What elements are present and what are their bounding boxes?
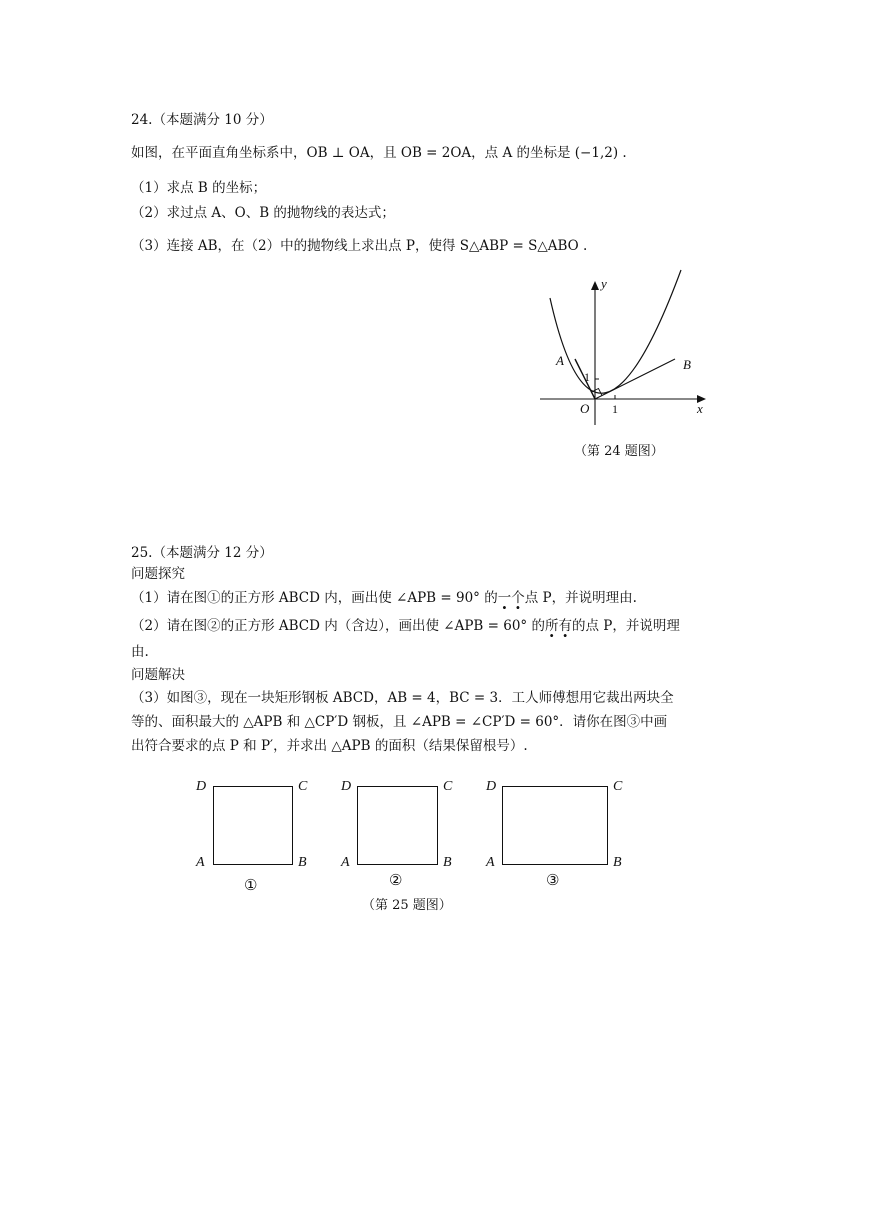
q25-section-exploration: 问题探究 bbox=[131, 566, 185, 582]
label-x: x bbox=[697, 401, 703, 416]
q25-part1-text-a: （1）请在图①的正方形 ABCD 内，画出使 ∠APB = 90° 的 bbox=[131, 590, 498, 606]
q24-part3: （3）连接 AB，在（2）中的抛物线上求出点 P，使得 S△ABP = S△ABO . bbox=[131, 238, 588, 254]
q25-part3-line1: （3）如图③，现在一块矩形钢板 ABCD，AB = 4，BC = 3．工人师傅想用它裁出两块全 bbox=[131, 690, 674, 706]
fig3-label-D: D bbox=[486, 779, 497, 794]
q25-part2-text-a: （2）请在图②的正方形 ABCD 内（含边），画出使 ∠APB = 60° 的 bbox=[131, 618, 545, 634]
q25-part2-text-b: 的点 P，并说明理 bbox=[571, 618, 680, 634]
q25-part2-emph-2: 有 bbox=[558, 618, 572, 634]
q24-caption: （第 24 题图） bbox=[574, 444, 664, 459]
fig2-label-A: A bbox=[341, 855, 350, 870]
q25-part3-line3: 出符合要求的点 P 和 P′，并求出 △APB 的面积（结果保留根号）. bbox=[131, 738, 528, 754]
q25-caption: （第 25 题图） bbox=[362, 898, 452, 913]
fig3-label-C: C bbox=[613, 779, 623, 794]
q25-part2-continued: 由. bbox=[131, 644, 149, 660]
fig2-label-C: C bbox=[443, 779, 453, 794]
fig3-number: ③ bbox=[546, 871, 560, 889]
q24-header: 24.（本题满分 10 分） bbox=[131, 112, 273, 128]
fig1-label-B: B bbox=[298, 855, 307, 870]
label-A: A bbox=[556, 353, 564, 368]
fig2-label-D: D bbox=[341, 779, 352, 794]
fig2-label-B: B bbox=[443, 855, 452, 870]
q24-figure bbox=[530, 275, 730, 435]
q25-part1 bbox=[131, 586, 637, 606]
parabola bbox=[550, 270, 681, 393]
q24-intro: 如图，在平面直角坐标系中，OB ⊥ OA，且 OB = 2OA，点 A 的坐标是 (−1,2) . bbox=[131, 145, 627, 161]
fig3-label-A: A bbox=[486, 855, 495, 870]
y-axis-arrow bbox=[591, 281, 599, 290]
square-figure-2 bbox=[357, 786, 438, 865]
q25-part1-text-b: 点 P，并说明理由. bbox=[524, 590, 637, 606]
segment-OB bbox=[595, 359, 675, 399]
q24-part2: （2）求过点 A、O、B 的抛物线的表达式； bbox=[131, 205, 395, 221]
fig1-number: ① bbox=[244, 876, 258, 894]
q25-part2-emph-1: 所 bbox=[544, 618, 559, 634]
q25-part2 bbox=[131, 614, 680, 634]
fig1-label-A: A bbox=[196, 855, 205, 870]
fig2-number: ② bbox=[389, 871, 403, 889]
fig1-label-C: C bbox=[298, 779, 308, 794]
label-O: O bbox=[580, 401, 590, 416]
q25-part1-emph-1: 一 bbox=[497, 590, 512, 606]
fig3-label-B: B bbox=[613, 855, 622, 870]
tick-label-x: 1 bbox=[612, 402, 618, 416]
q25-part1-emph-2: 个 bbox=[511, 590, 525, 606]
square-figure-1 bbox=[213, 786, 293, 865]
label-y: y bbox=[601, 276, 607, 291]
q25-section-solution: 问题解决 bbox=[131, 667, 185, 683]
label-B: B bbox=[683, 357, 691, 372]
q25-part3-line2: 等的、面积最大的 △APB 和 △CP′D 钢板，且 ∠APB = ∠CP′D = 60°．请你在图③中画 bbox=[131, 714, 668, 730]
fig1-label-D: D bbox=[196, 779, 207, 794]
q24-part1: （1）求点 B 的坐标； bbox=[131, 180, 267, 196]
q25-header: 25.（本题满分 12 分） bbox=[131, 545, 273, 561]
tick-label-y: 1 bbox=[584, 370, 590, 384]
rectangle-figure-3 bbox=[502, 786, 608, 865]
